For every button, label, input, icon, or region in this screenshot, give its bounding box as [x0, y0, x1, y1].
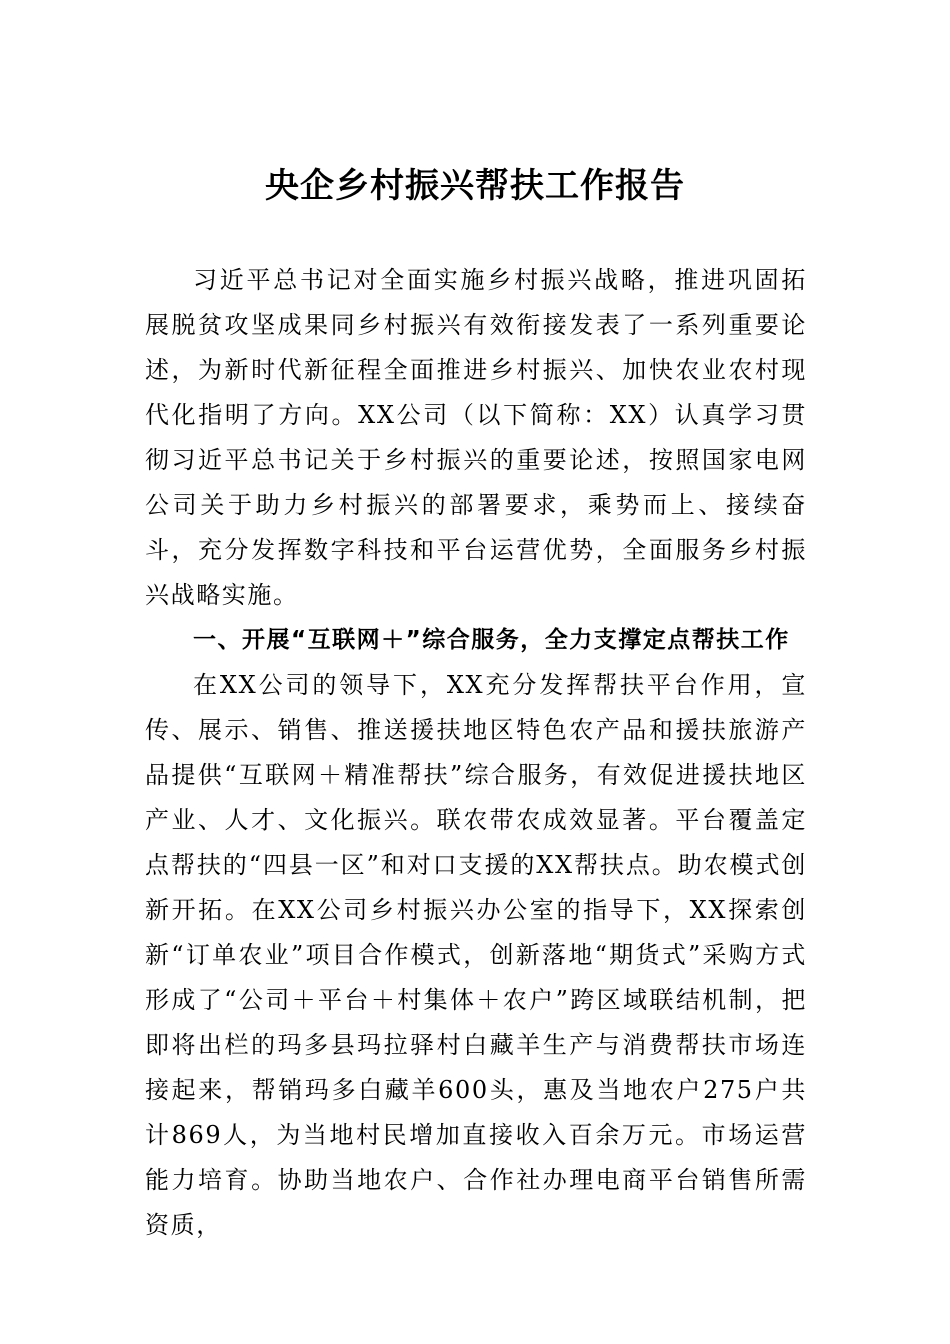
section-1-paragraph: 在XX公司的领导下，XX充分发挥帮扶平台作用，宣传、展示、销售、推送援扶地区特色农产品和援扶旅游产品提供“互联网＋精准帮扶”综合服务，有效促进援扶地区产业、人才、文化振兴。联农带农成效显著。平台覆盖定点帮扶的“四县一区”和对口支援的XX帮扶点。助农模式创新开拓。在XX公司乡村振兴办公室的指导下，XX探索创新“订单农业”项目合作模式，创新落地“期货式”采购方式形成了“公司＋平台＋村集体＋农户”跨区域联结机制，把即将出栏的玛多县玛拉驿村白藏羊生产与消费帮扶市场连接起来，帮销玛多白藏羊600头，惠及当地农户275户共计869人，为当地村民增加直接收入百余万元。市场运营能力培育。协助当地农户、合作社办理电商平台销售所需资质， [145, 671, 807, 1239]
intro-paragraph: 习近平总书记对全面实施乡村振兴战略，推进巩固拓展脱贫攻坚成果同乡村振兴有效衔接发表了一系列重要论述，为新时代新征程全面推进乡村振兴、加快农业农村现代化指明了方向。XX公司（以下简称：XX）认真学习贯彻习近平总书记关于乡村振兴的重要论述，按照国家电网公司关于助力乡村振兴的部署要求，乘势而上、接续奋斗，充分发挥数字科技和平台运营优势，全面服务乡村振兴战略实施。 [145, 266, 807, 609]
document-body [145, 258, 807, 1248]
section-1-heading: 一、开展“互联网＋”综合服务，全力支撑定点帮扶工作 [193, 627, 790, 653]
document-title: 央企乡村振兴帮扶工作报告 [265, 166, 685, 206]
